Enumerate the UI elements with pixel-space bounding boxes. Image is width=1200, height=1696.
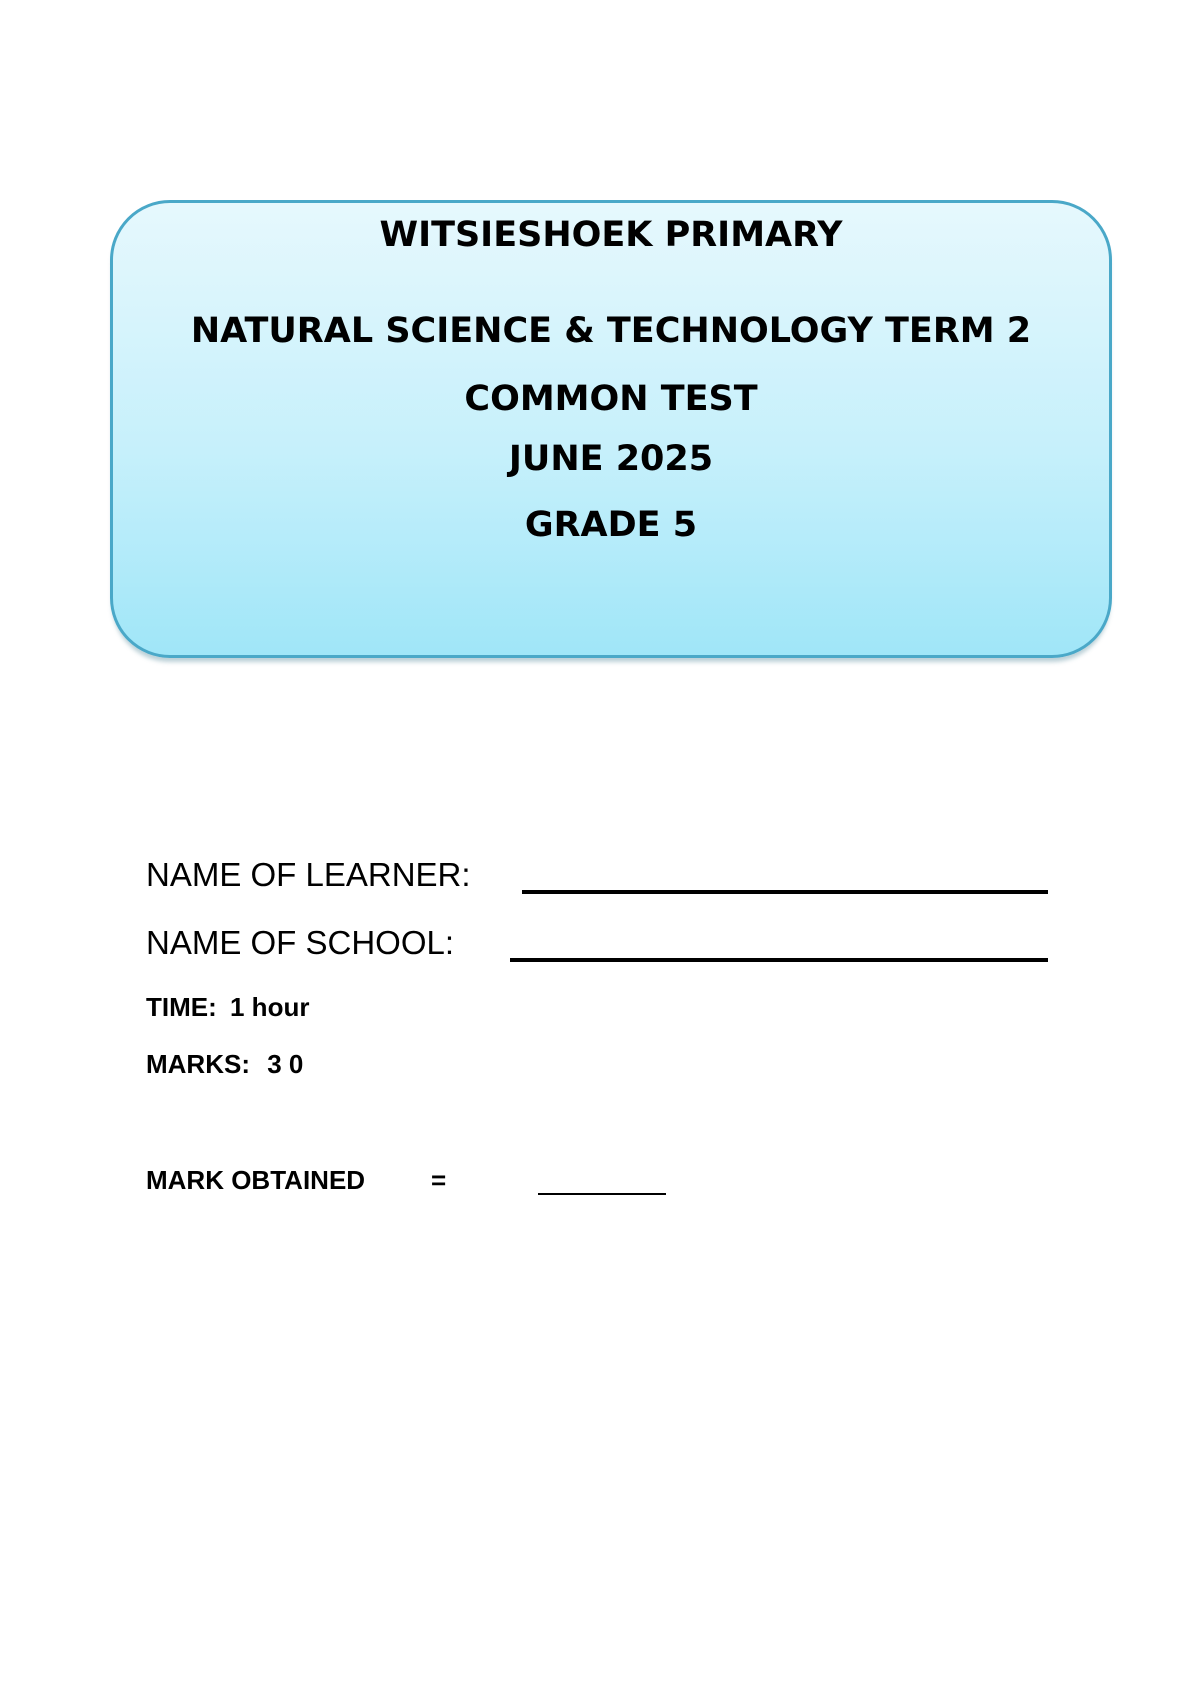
learner-name-field[interactable] bbox=[522, 890, 1048, 894]
test-type: COMMON TEST bbox=[464, 379, 758, 419]
school-name-label: NAME OF SCHOOL: bbox=[146, 924, 455, 961]
mark-obtained-label: MARK OBTAINED bbox=[146, 1165, 366, 1195]
test-date: JUNE 2025 bbox=[508, 439, 714, 479]
school-name: WITSIESHOEK PRIMARY bbox=[379, 215, 843, 255]
marks-row bbox=[146, 1049, 303, 1080]
subject-title: NATURAL SCIENCE & TECHNOLOGY TERM 2 bbox=[190, 311, 1032, 351]
marks-label: MARKS: bbox=[146, 1049, 250, 1079]
time-row bbox=[146, 992, 309, 1023]
time-label: TIME: bbox=[146, 992, 217, 1022]
time-value: 1 hour bbox=[230, 992, 310, 1022]
mark-obtained-field[interactable] bbox=[538, 1193, 666, 1195]
equals-sign: = bbox=[431, 1165, 447, 1195]
grade-label: GRADE 5 bbox=[524, 505, 698, 545]
learner-name-label: NAME OF LEARNER: bbox=[146, 856, 471, 893]
marks-value: 3 0 bbox=[267, 1049, 304, 1079]
title-box bbox=[110, 200, 1112, 658]
school-name-field[interactable] bbox=[510, 958, 1048, 962]
